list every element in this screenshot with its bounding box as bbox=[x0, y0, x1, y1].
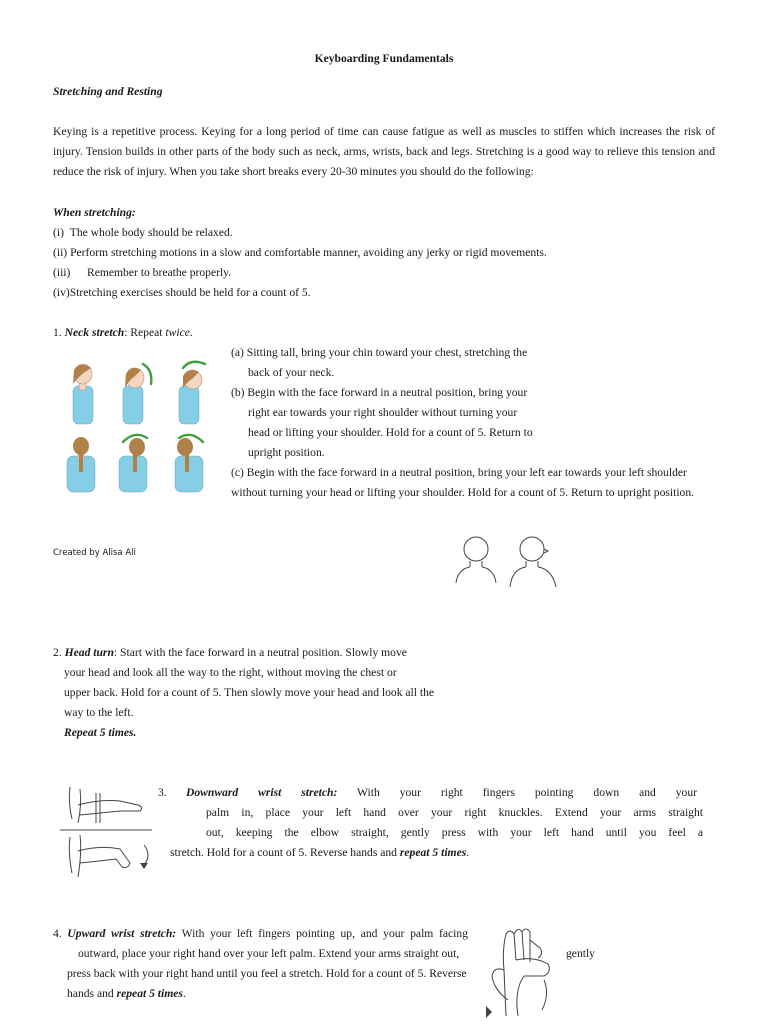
list-item-text: Remember to breathe properly. bbox=[87, 266, 232, 279]
downward-wrist-line: out, keeping the elbow straight, gently press with your left hand until you feel a bbox=[206, 826, 703, 839]
head-turn-text: your head and look all the way to the right, without moving the chest or bbox=[64, 666, 397, 679]
list-item bbox=[53, 223, 233, 243]
side-figure-neutral bbox=[73, 364, 93, 424]
downward-wrist-number: 3. bbox=[158, 786, 167, 799]
head-turn-illustration bbox=[452, 533, 560, 591]
section-title: Stretching and Resting bbox=[53, 85, 163, 98]
list-item-number: (iv) bbox=[53, 286, 70, 299]
neck-stretch-text: without turning your head or lifting your shoulder. Hold for a count of 5. Return to upright position. bbox=[231, 486, 695, 499]
neck-stretch-text: (b) Begin with the face forward in a neutral position, bring your bbox=[231, 386, 528, 399]
side-figure-stretch bbox=[179, 362, 205, 424]
neck-stretch-text: back of your neck. bbox=[248, 366, 335, 379]
head-turn-text: way to the left. bbox=[64, 706, 134, 719]
head-facing-forward bbox=[456, 537, 496, 583]
neck-stretch-text: (c) Begin with the face forward in a neutral position, bring your left ear towards your left shoulder bbox=[231, 466, 687, 479]
downward-wrist-line: palm in, place your left hand over your right knuckles. Extend your arms straight bbox=[206, 806, 703, 819]
head-turn-repeat: Repeat 5 times. bbox=[64, 726, 137, 739]
list-item-number: (iii) bbox=[53, 266, 71, 279]
intro-paragraph: Keying is a repetitive process. Keying for a long period of time can cause fatigue as well as muscles to stiffen which increases the risk of injury. Tension builds in other parts of the body such as neck, arms, wrists, back and legs. Stretching is a good way to relieve this tension and reduce the risk of injury. When you take short breaks every 20-30 minutes you should do the following: bbox=[53, 125, 715, 178]
downward-wrist-line: Downward wrist stretch: With your right fingers pointing down and your bbox=[186, 786, 698, 799]
list-item bbox=[53, 263, 70, 283]
side-figure-chin-down bbox=[123, 364, 151, 424]
back-figure-neutral bbox=[67, 437, 95, 492]
list-item-number: (ii) bbox=[53, 246, 68, 259]
document-title: Keyboarding Fundamentals bbox=[314, 52, 454, 65]
neck-stretch-text: right ear towards your right shoulder without turning your bbox=[248, 406, 518, 419]
downward-wrist-illustration bbox=[60, 783, 155, 881]
credit-text: Created by Alisa Ali bbox=[53, 548, 136, 558]
downward-wrist-line: stretch. Hold for a count of 5. Reverse hands and repeat 5 times. bbox=[170, 846, 470, 859]
back-figure-tilt-right bbox=[119, 435, 147, 492]
upward-wrist-line: hands and repeat 5 times. bbox=[67, 987, 186, 1000]
list-item-number: (i) bbox=[53, 226, 64, 239]
exercise-name: Downward bbox=[186, 786, 239, 799]
upward-wrist-illustration bbox=[484, 920, 556, 1020]
head-turn-heading: 2. Head turn: Start with the face forward in a neutral position. Slowly move bbox=[53, 646, 407, 659]
neck-stretch-text: upright position. bbox=[248, 446, 325, 459]
upward-wrist-line: 4. Upward wrist stretch: With your left fingers pointing up, and your palm facing bbox=[53, 927, 468, 940]
neck-stretch-heading: 1. Neck stretch: Repeat twice. bbox=[53, 326, 193, 339]
head-turned-right bbox=[510, 537, 556, 587]
neck-stretch-text: (a) Sitting tall, bring your chin toward your chest, stretching the bbox=[231, 346, 528, 359]
exercise-name: Neck stretch bbox=[64, 326, 125, 339]
list-item bbox=[53, 243, 547, 263]
neck-stretch-text: head or lifting your shoulder. Hold for a count of 5. Return to bbox=[248, 426, 533, 439]
head-turn-text: upper back. Hold for a count of 5. Then slowly move your head and look all the bbox=[64, 686, 435, 699]
upward-wrist-line: press back with your right hand until you feel a stretch. Hold for a count of 5. Reverse bbox=[67, 967, 467, 980]
exercise-name: Upward wrist stretch: bbox=[67, 927, 177, 940]
upward-wrist-line: gently bbox=[566, 947, 595, 960]
upward-wrist-line: outward, place your right hand over your left palm. Extend your arms straight out, bbox=[78, 947, 460, 960]
list-item-text: Stretching exercises should be held for a count of 5. bbox=[69, 286, 311, 299]
when-stretching-heading: When stretching: bbox=[53, 206, 136, 219]
back-figure-tilt-left bbox=[175, 435, 203, 492]
exercise-name: Head turn bbox=[64, 646, 114, 659]
list-item-text: The whole body should be relaxed. bbox=[69, 226, 233, 239]
list-item-text: Perform stretching motions in a slow and comfortable manner, avoiding any jerky or rigid movements. bbox=[70, 246, 547, 259]
list-item bbox=[53, 283, 311, 303]
neck-stretch-illustration bbox=[57, 354, 217, 494]
